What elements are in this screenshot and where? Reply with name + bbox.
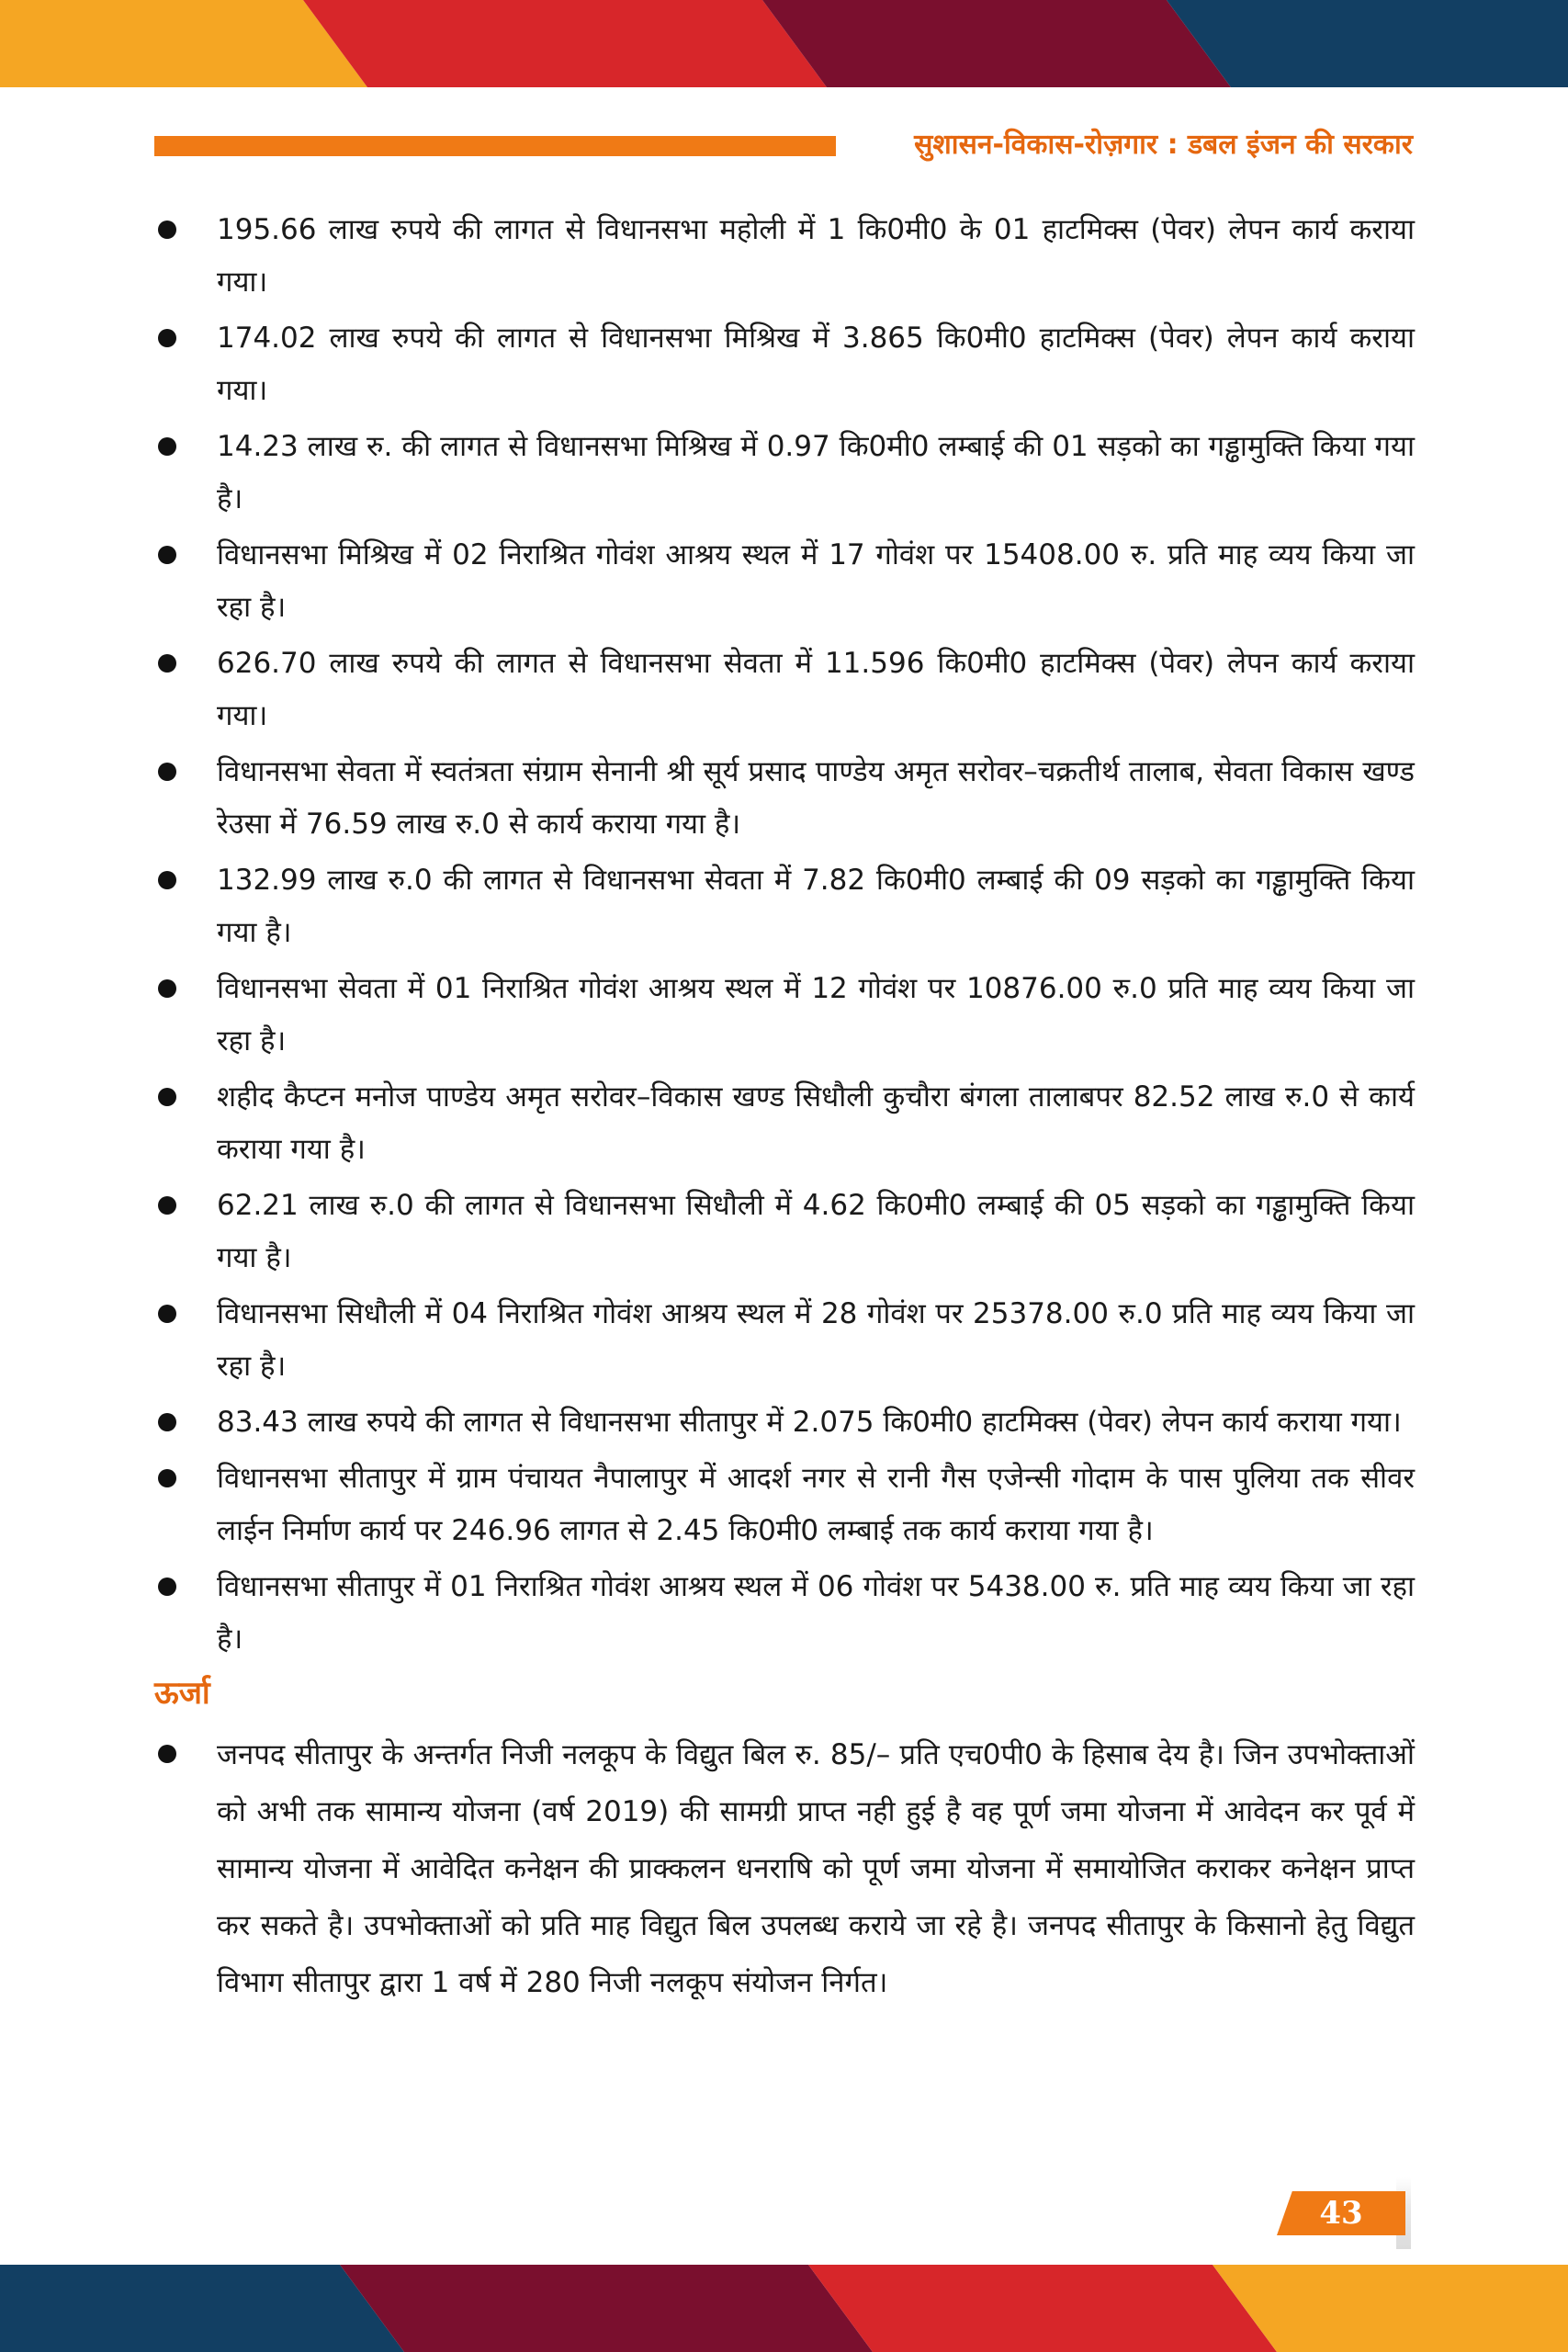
band-red-segment xyxy=(303,0,827,87)
list-item xyxy=(154,963,1415,1068)
list-item xyxy=(154,312,1415,417)
list-item-text: विधानसभा सीतापुर में 01 निराश्रित गोवंश आश्रय स्थल में 06 गोवंश पर 5438.00 रु. प्रति माह व्यय किया जा रहा है। xyxy=(217,1570,1415,1656)
bullet-dot-icon xyxy=(158,1577,176,1596)
section-heading-energy: ऊर्जा xyxy=(154,1675,210,1712)
list-item xyxy=(154,1071,1415,1176)
bullet-dot-icon xyxy=(158,329,176,347)
page-number: 43 xyxy=(1319,2195,1363,2232)
list-item-text: विधानसभा सीतापुर में ग्राम पंचायत नैपालापुर में आदर्श नगर से रानी गैस एजेन्सी गोदाम के पास पुलिया तक सीवर लाईन निर्माण कार्य पर 246.96 लागत से 2.45 कि0मी0 लम्बाई तक कार्य कराया गया है। xyxy=(217,1462,1415,1547)
list-item-text: विधानसभा मिश्रिख में 02 निराश्रित गोवंश आश्रय स्थल में 17 गोवंश पर 15408.00 रु. प्रति माह व्यय किया जा रहा है। xyxy=(217,538,1415,624)
band-red-segment xyxy=(808,2265,1277,2352)
list-item-text: विधानसभा सिधौली में 04 निराश्रित गोवंश आश्रय स्थल में 28 गोवंश पर 25378.00 रु.0 प्रति माह व्यय किया जा रहा है। xyxy=(217,1297,1415,1383)
list-item-text: विधानसभा सेवता में स्वतंत्रता संग्राम सेनानी श्री सूर्य प्रसाद पाण्डेय अमृत सरोवर–चक्रतीर्थ तालाब, सेवता विकास खण्ड रेउसा में 76.59 लाख रु.0 से कार्य कराया गया है। xyxy=(217,755,1415,841)
bullet-dot-icon xyxy=(158,1305,176,1323)
list-item-text: 626.70 लाख रुपये की लागत से विधानसभा सेवता में 11.596 कि0मी0 हाटमिक्स (पेवर) लेपन कार्य कराया गया। xyxy=(217,647,1415,732)
list-item xyxy=(154,421,1415,526)
bullet-dot-icon xyxy=(158,654,176,673)
list-item-text: 62.21 लाख रु.0 की लागत से विधानसभा सिधौली में 4.62 कि0मी0 लम्बाई की 05 सड़को का गड्ढामुक्ति किया गया है। xyxy=(217,1189,1415,1274)
list-item-text: 14.23 लाख रु. की लागत से विधानसभा मिश्रिख में 0.97 कि0मी0 लम्बाई की 01 सड़को का गड्ढामुक्ति किया गया है। xyxy=(217,430,1415,515)
list-item-text: जनपद सीतापुर के अन्तर्गत निजी नलकूप के विद्युत बिल रु. 85/– प्रति एच0पी0 के हिसाब देय है। जिन उपभोक्ताओं को अभी तक सामान्य योजना (वर्ष 2019) की सामग्री प्राप्त नही हुई है वह पूर्ण जमा योजना में आवेदन कर पूर्व में सामान्य योजना में आवेदित कनेक्षन की प्राक्कलन धनराषि को पूर्ण जमा योजना में समायोजित कराकर कनेक्षन प्राप्त कर सकते है। उपभोक्ताओं को प्रति माह विद्युत बिल उपलब्ध कराये जा रहे है। जनपद सीतापुर के किसानो हेतु विद्युत विभाग सीतापुर द्वारा 1 वर्ष में 280 निजी नलकूप संयोजन निर्गत। xyxy=(217,1738,1415,1999)
band-maroon-segment xyxy=(762,0,1231,87)
list-item xyxy=(154,746,1415,851)
list-item xyxy=(154,854,1415,959)
list-item xyxy=(154,529,1415,634)
bullet-dot-icon xyxy=(158,871,176,889)
band-navy-segment xyxy=(0,2265,404,2352)
list-item xyxy=(154,204,1415,309)
bullet-list xyxy=(154,204,1415,1666)
list-item-text: शहीद कैप्टन मनोज पाण्डेय अमृत सरोवर–विकास खण्ड सिधौली कुचौरा बंगला तालाबपर 82.52 लाख रु.0 से कार्य कराया गया है। xyxy=(217,1080,1415,1166)
bullet-dot-icon xyxy=(158,979,176,998)
list-item xyxy=(154,1453,1415,1557)
bullet-dot-icon xyxy=(158,220,176,239)
bullet-dot-icon xyxy=(158,1413,176,1431)
bottom-color-band xyxy=(0,2265,1568,2352)
bullet-dot-icon xyxy=(158,1088,176,1106)
list-item-text: 83.43 लाख रुपये की लागत से विधानसभा सीतापुर में 2.075 कि0मी0 हाटमिक्स (पेवर) लेपन कार्य कराया गया। xyxy=(217,1406,1402,1439)
header-orange-rule xyxy=(154,136,836,156)
list-item xyxy=(154,1180,1415,1284)
bullet-dot-icon xyxy=(158,763,176,781)
band-yellow-segment xyxy=(0,0,367,87)
energy-bullet-list xyxy=(154,1726,1415,2011)
list-item-text: विधानसभा सेवता में 01 निराश्रित गोवंश आश्रय स्थल में 12 गोवंश पर 10876.00 रु.0 प्रति माह व्यय किया जा रहा है। xyxy=(217,972,1415,1057)
running-title: सुशासन-विकास-रोज़गार : डबल इंजन की सरकार xyxy=(914,129,1413,161)
band-maroon-segment xyxy=(340,2265,873,2352)
list-item-text: 132.99 लाख रु.0 की लागत से विधानसभा सेवता में 7.82 कि0मी0 लम्बाई की 09 सड़को का गड्ढामुक्ति किया गया है। xyxy=(217,864,1415,949)
top-color-band xyxy=(0,0,1568,87)
list-item-text: 174.02 लाख रुपये की लागत से विधानसभा मिश्रिख में 3.865 कि0मी0 हाटमिक्स (पेवर) लेपन कार्य कराया गया। xyxy=(217,322,1415,407)
list-item xyxy=(154,1561,1415,1666)
bullet-dot-icon xyxy=(158,1469,176,1487)
list-item-text: 195.66 लाख रुपये की लागत से विधानसभा महोली में 1 कि0मी0 के 01 हाटमिक्स (पेवर) लेपन कार्य कराया गया। xyxy=(217,213,1415,299)
list-item xyxy=(154,638,1415,742)
list-item xyxy=(154,1288,1415,1393)
list-item xyxy=(154,1396,1415,1449)
page-content xyxy=(154,204,1415,2011)
bullet-dot-icon xyxy=(158,1196,176,1215)
bullet-dot-icon xyxy=(158,1745,176,1763)
list-item xyxy=(154,1726,1415,2011)
bullet-dot-icon xyxy=(158,546,176,564)
band-navy-segment xyxy=(1167,0,1568,87)
bullet-dot-icon xyxy=(158,437,176,456)
